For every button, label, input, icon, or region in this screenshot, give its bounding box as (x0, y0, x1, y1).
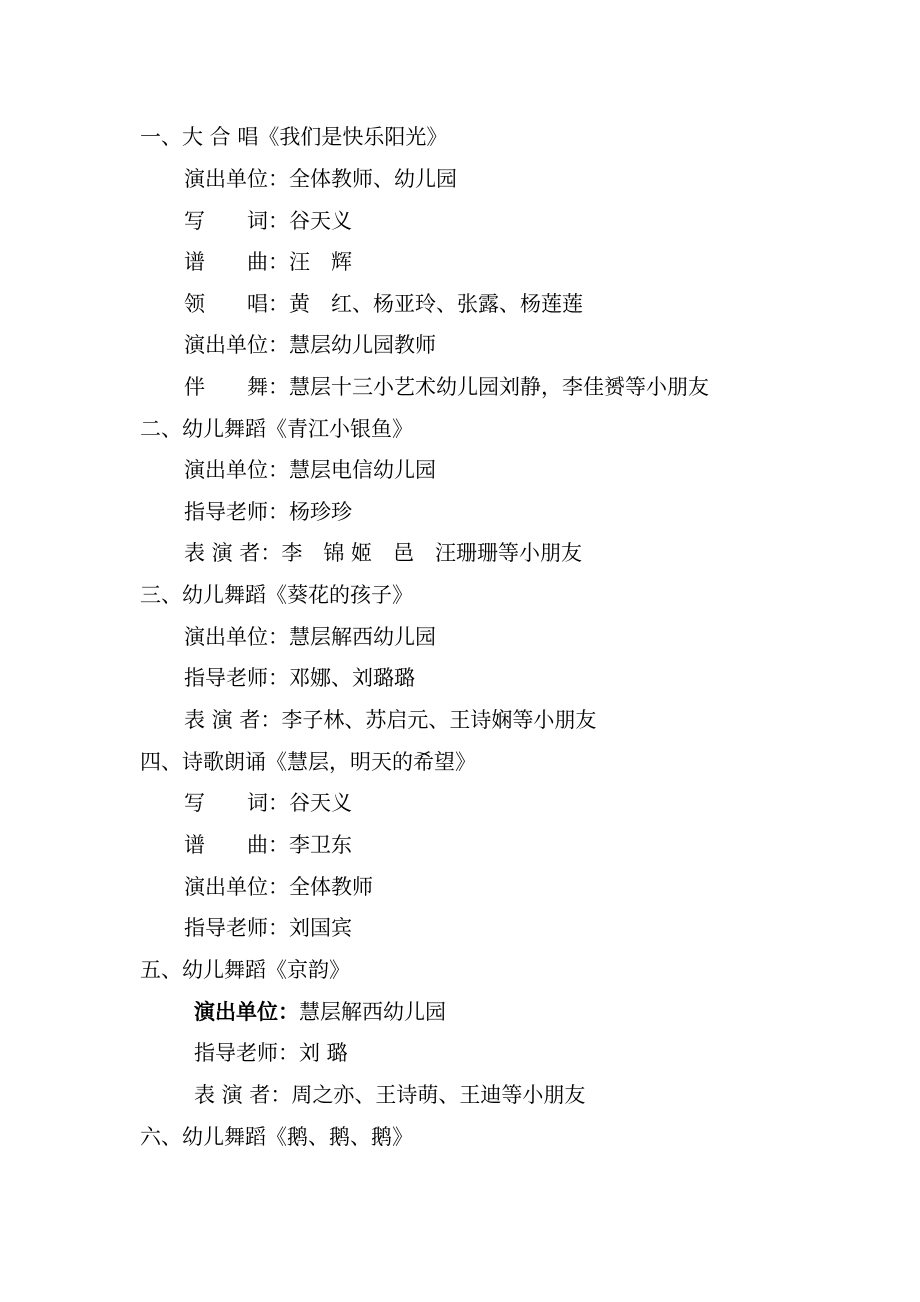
program-detail: 写 词：谷天义 (184, 209, 352, 233)
program-detail: 指导老师：邓娜、刘璐璐 (184, 666, 415, 690)
program-detail: 演出单位：全体教师 (184, 875, 373, 899)
program-detail: 演出单位：慧层解西幼儿园 (184, 625, 436, 649)
program-heading: 五、幼儿舞蹈《京韵》 (140, 958, 350, 982)
detail-value: 慧层解西幼儿园 (299, 1000, 446, 1024)
program-detail: 演出单位：慧层幼儿园教师 (184, 333, 436, 357)
program-detail: 表 演 者：周之亦、王诗萌、王迪等小朋友 (194, 1083, 586, 1107)
program-detail: 指导老师：刘 璐 (194, 1041, 348, 1065)
program-detail (194, 1000, 446, 1024)
program-heading: 四、诗歌朗诵《慧层，明天的希望》 (140, 750, 476, 774)
program-heading: 一、大 合 唱《我们是快乐阳光》 (140, 125, 448, 149)
program-detail: 谱 曲：李卫东 (184, 833, 352, 857)
program-detail: 写 词：谷天义 (184, 791, 352, 815)
detail-label: 演出单位： (194, 999, 299, 1024)
program-detail: 演出单位：慧层电信幼儿园 (184, 458, 436, 482)
program-detail: 指导老师：刘国宾 (184, 916, 352, 940)
program-detail: 演出单位：全体教师、幼儿园 (184, 167, 457, 191)
program-heading: 三、幼儿舞蹈《葵花的孩子》 (140, 583, 413, 607)
program-detail: 指导老师：杨珍珍 (184, 500, 352, 524)
program-detail: 表 演 者：李 锦 姬 邑 汪珊珊等小朋友 (184, 541, 583, 565)
program-detail: 领 唱：黄 红、杨亚玲、张露、杨莲莲 (184, 292, 583, 316)
program-detail: 伴 舞：慧层十三小艺术幼儿园刘静，李佳赟等小朋友 (184, 375, 709, 399)
program-heading: 二、幼儿舞蹈《青江小银鱼》 (140, 417, 413, 441)
program-detail: 谱 曲：汪 辉 (184, 250, 352, 274)
program-detail: 表 演 者：李子林、苏启元、王诗娴等小朋友 (184, 708, 597, 732)
program-heading: 六、幼儿舞蹈《鹅、鹅、鹅》 (140, 1125, 413, 1149)
